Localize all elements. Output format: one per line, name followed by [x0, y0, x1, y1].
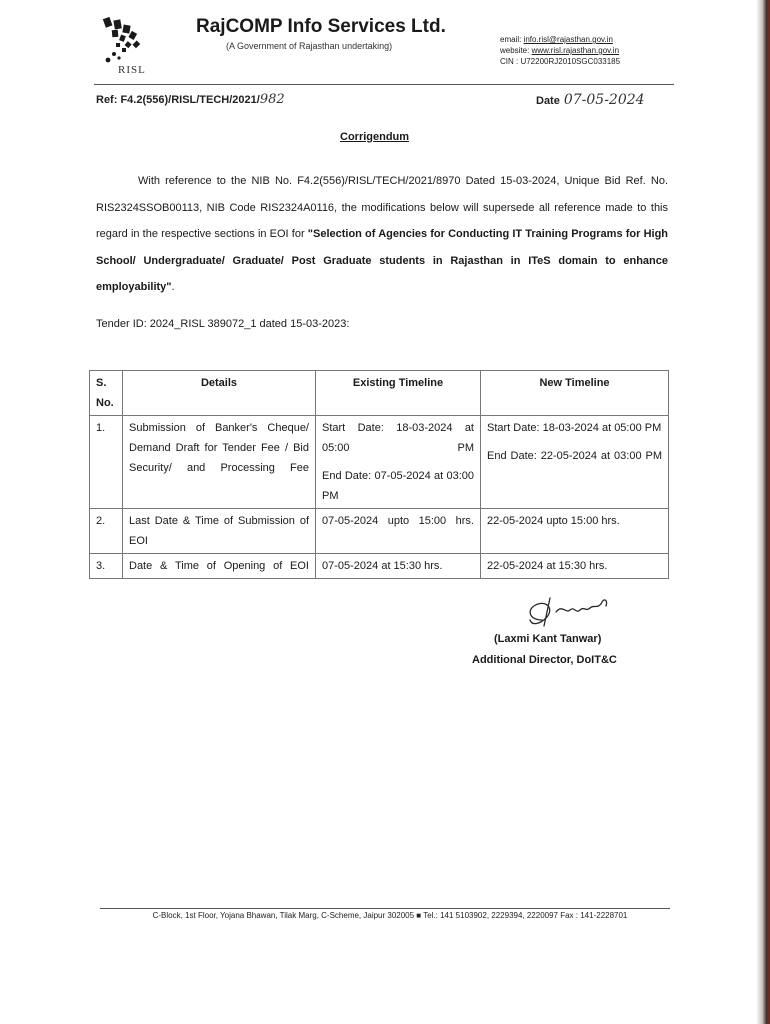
header-existing: Existing Timeline	[316, 371, 481, 416]
table-row	[90, 509, 669, 554]
table-row	[90, 416, 669, 509]
header-sno: S. No.	[90, 371, 123, 416]
date-handwritten: 07-05-2024	[563, 92, 645, 108]
header-new: New Timeline	[481, 371, 669, 416]
row-sno: 2.	[90, 509, 123, 554]
date-label: Date	[536, 95, 560, 107]
email-label: email:	[500, 35, 524, 44]
company-name: RajCOMP Info Services Ltd.	[196, 16, 446, 37]
signatory-designation: Additional Director, DoIT&C	[472, 654, 617, 666]
ref-label: Ref: F4.2(556)/RISL/TECH/2021/	[96, 94, 260, 106]
row-sno: 1.	[90, 416, 123, 509]
table-row	[90, 554, 669, 579]
cin-number: CIN : U72200RJ2010SGC033185	[500, 57, 621, 66]
footer-address: C-Block, 1st Floor, Yojana Bhawan, Tilak Marg, C-Scheme, Jaipur 302005 ■ Tel.: 141 5103902, 2229394, 2220097 Fax : 141-2228701	[152, 911, 628, 920]
eoi-subject: "Selection of Agencies for Conducting IT Training Programs for High School/ Undergraduate/ Graduate/ Post Graduate students in Rajasthan in ITeS domain to enhance employability"	[96, 228, 669, 293]
letter-date	[536, 92, 645, 108]
new-start: Start Date: 18-03-2024 at 05:00 PM	[487, 422, 662, 434]
header-details: Details	[123, 371, 316, 416]
handwritten-signature	[520, 590, 620, 630]
signatory-name: (Laxmi Kant Tanwar)	[494, 633, 602, 645]
row-new: 22-05-2024 upto 15:00 hrs.	[481, 509, 669, 554]
row-existing	[316, 416, 481, 509]
tender-id: Tender ID: 2024_RISL 389072_1 dated 15-03-2023:	[96, 318, 350, 330]
email-link[interactable]: info.risl@rajasthan.gov.in	[523, 35, 613, 44]
row-existing: 07-05-2024 at 15:30 hrs.	[316, 554, 481, 579]
ref-handwritten: 982	[259, 92, 285, 107]
existing-end: End Date: 07-05-2024 at 03:00 PM	[322, 470, 474, 502]
existing-start: Start Date: 18-03-2024 at 05:00 PM	[322, 422, 474, 454]
row-new: 22-05-2024 at 15:30 hrs.	[481, 554, 669, 579]
scan-edge	[756, 0, 770, 1024]
header-divider	[94, 84, 674, 85]
website-label: website:	[500, 46, 532, 55]
row-sno: 3.	[90, 554, 123, 579]
row-existing: 07-05-2024 upto 15:00 hrs.	[316, 509, 481, 554]
body-end: .	[171, 281, 175, 293]
table-header-row	[90, 371, 669, 416]
document-title: Corrigendum	[340, 131, 410, 143]
body-text: With reference to the NIB No. F4.2(556)/RISL/TECH/2021/8970 Dated 15-03-2024, Unique Bid Ref. No. RIS2324SSOB00113, NIB Code RIS2324A0116, the modifications below will supersede all reference made to this regard in the respective sections in EOI for	[96, 175, 668, 240]
footer-divider	[100, 908, 670, 909]
timeline-table	[89, 370, 669, 579]
new-end: End Date: 22-05-2024 at 03:00 PM	[487, 450, 662, 462]
row-new	[481, 416, 669, 509]
logo-text: RISL	[118, 64, 146, 76]
company-subtitle: (A Government of Rajasthan undertaking)	[226, 41, 393, 51]
reference-number	[96, 92, 285, 107]
body-paragraph	[96, 168, 668, 301]
row-details: Submission of Banker's Cheque/ Demand Draft for Tender Fee / Bid Security/ and Processing Fee	[123, 416, 316, 509]
website-link[interactable]: www.risl.rajasthan.gov.in	[531, 46, 620, 55]
contact-block	[500, 34, 620, 67]
row-details: Date & Time of Opening of EOI	[123, 554, 316, 579]
row-details: Last Date & Time of Submission of EOI	[123, 509, 316, 554]
